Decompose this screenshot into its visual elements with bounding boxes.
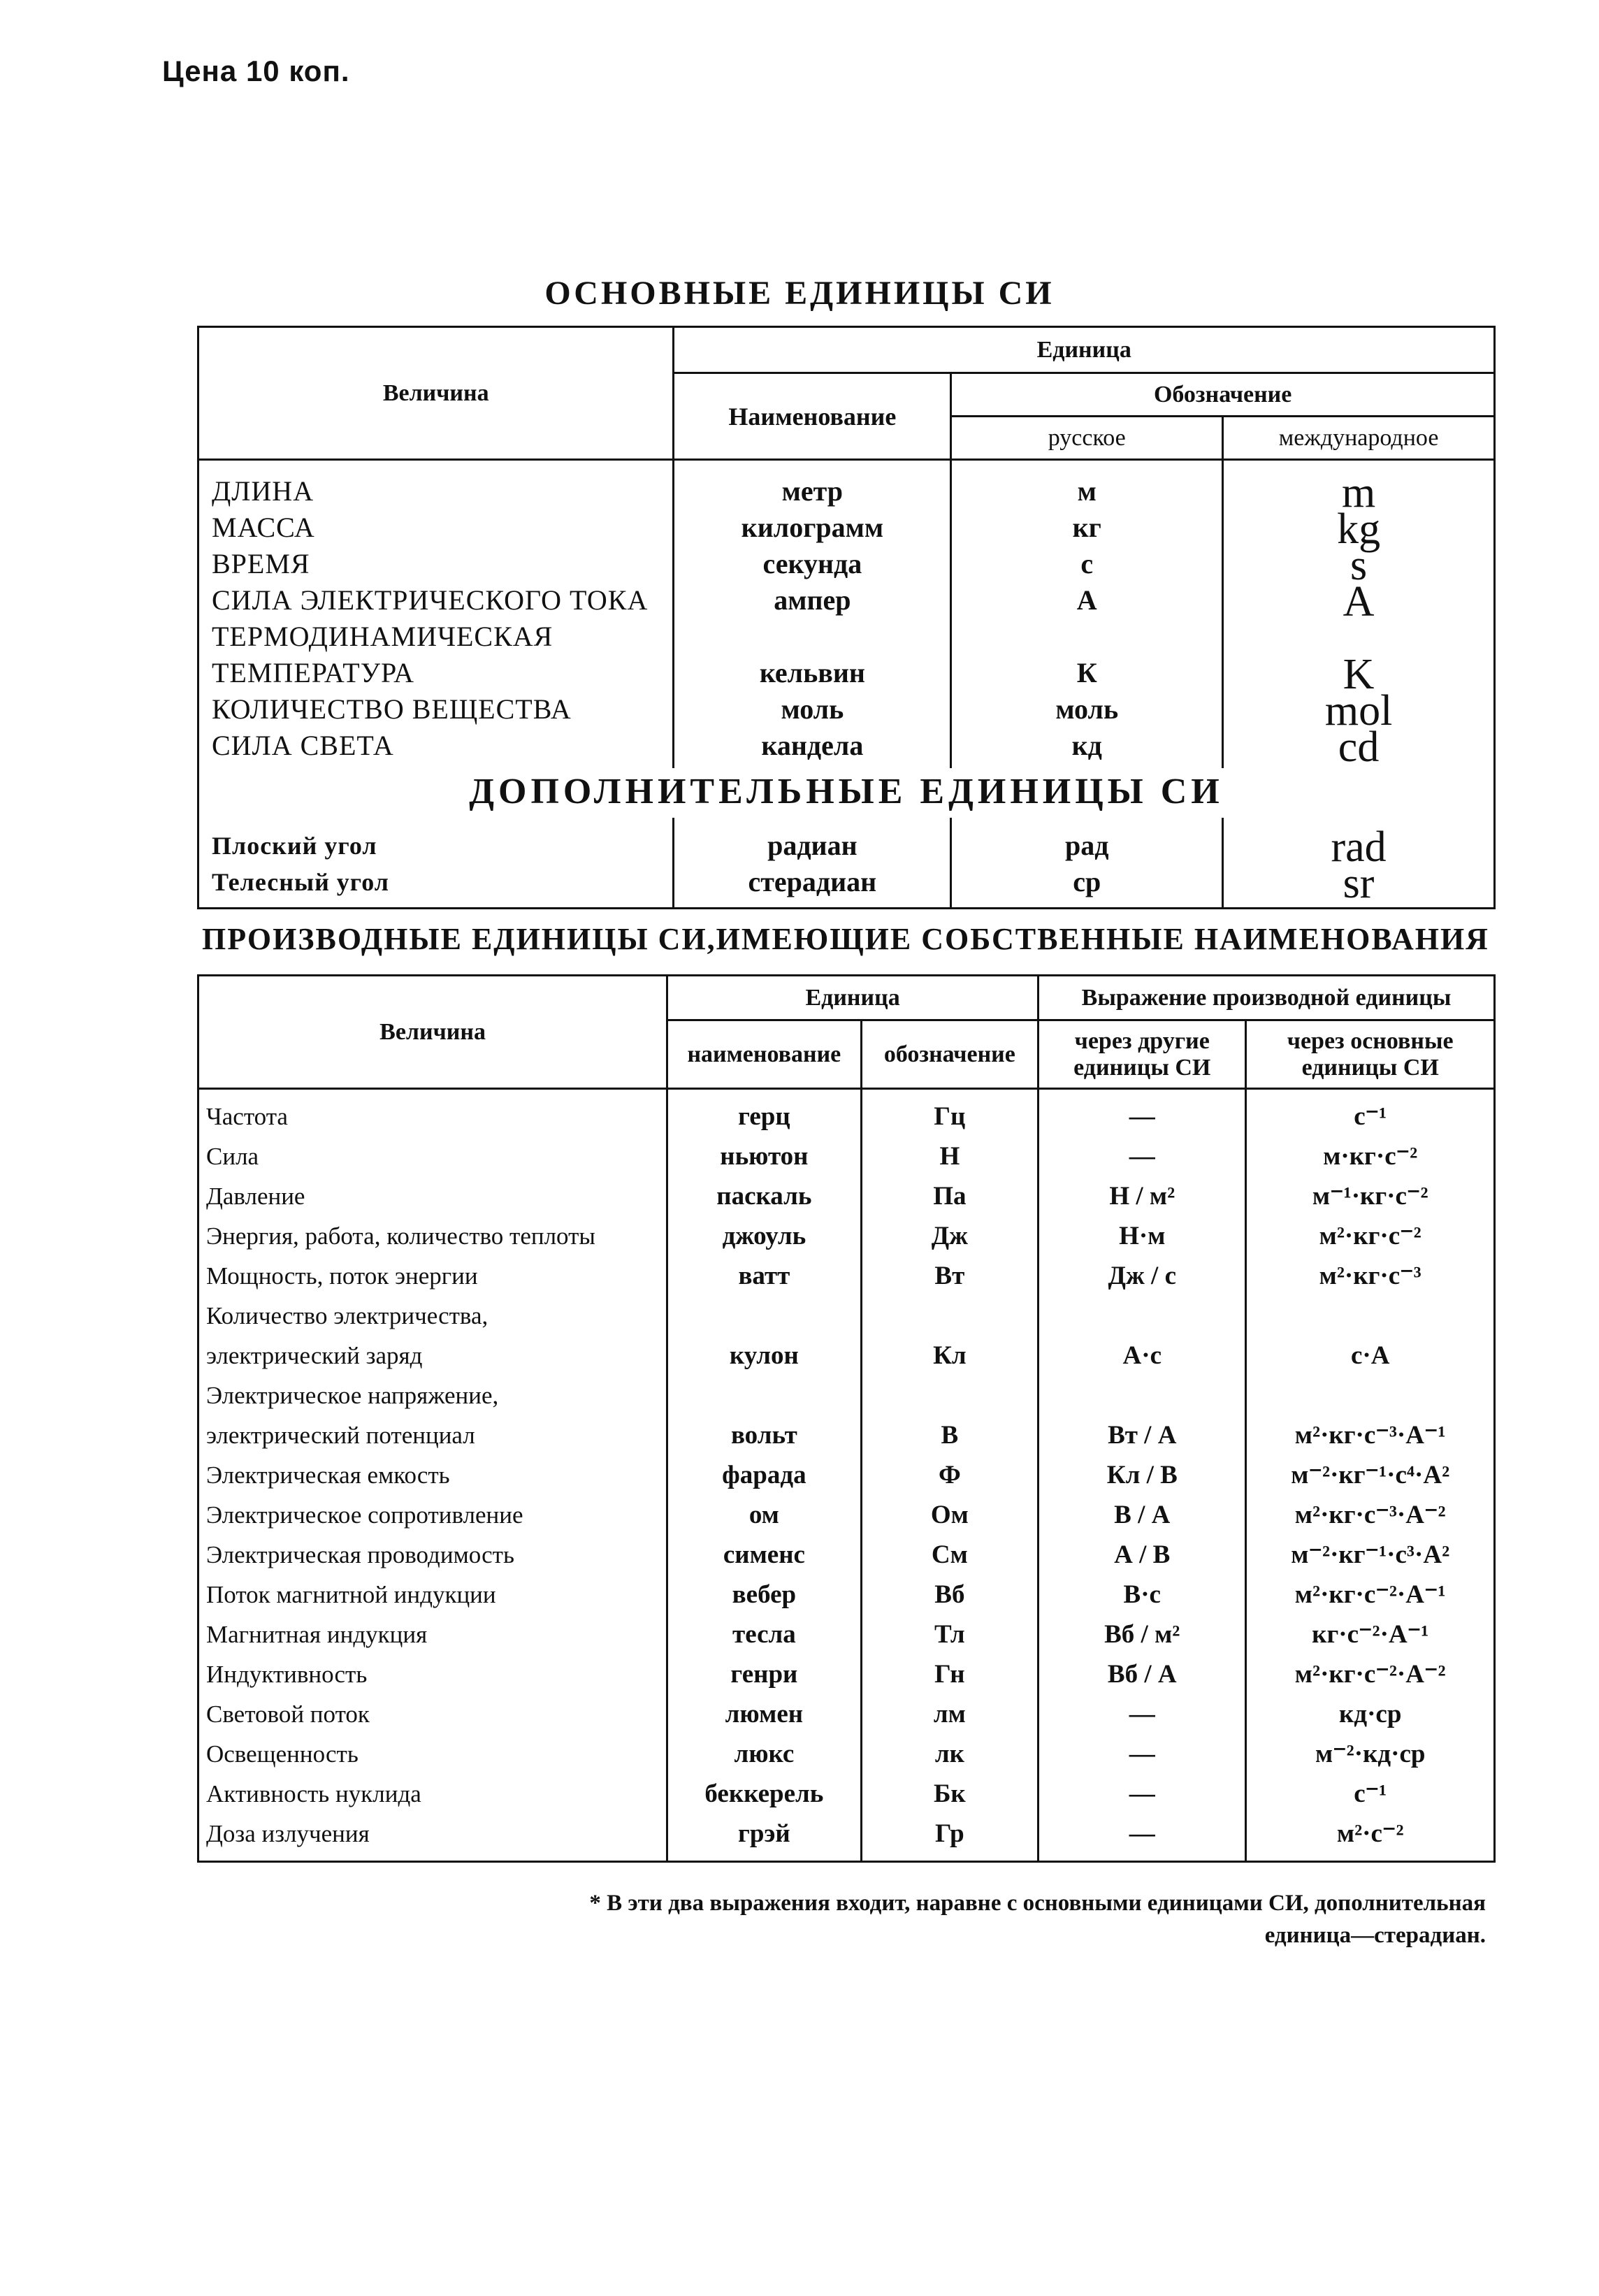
via-other-cell <box>1039 1296 1246 1336</box>
footnote-line: единица—стерадиан. <box>1264 1923 1486 1948</box>
unit-name-cell: грэй <box>667 1814 862 1862</box>
table-row <box>198 1495 1495 1535</box>
quantity-cell: Электрическое сопротивление <box>198 1495 667 1535</box>
unit-name-cell: паскаль <box>667 1176 862 1216</box>
unit-name-cell: ньютон <box>667 1136 862 1176</box>
russian-symbol-cell: кд <box>1071 730 1102 761</box>
international-symbol-cell: m <box>1341 469 1376 517</box>
base-units-table <box>197 326 1496 909</box>
designation-cell: Ом <box>861 1495 1038 1535</box>
via-other-cell: А·с <box>1039 1336 1246 1376</box>
via-other-cell: Дж / с <box>1039 1256 1246 1296</box>
col-quantity-header: Величина <box>198 976 667 1089</box>
footnote-line: * В эти два выражения входит, наравне с основными единицами СИ, дополнительная <box>589 1891 1486 1916</box>
unit-name-cell: кандела <box>761 730 864 761</box>
via-base-cell: м²·кг·с⁻³ <box>1246 1256 1495 1296</box>
quantity-cell: электрический потенциал <box>198 1415 667 1455</box>
international-symbol-cell: s <box>1350 542 1368 589</box>
table-row <box>198 1455 1495 1495</box>
unit-name-cell: ампер <box>774 584 851 616</box>
supplementary-units-rows <box>198 818 1495 909</box>
col-international-header: международное <box>1223 417 1495 460</box>
derived-units-title: ПРОИЗВОДНЫЕ ЕДИНИЦЫ СИ,ИМЕЮЩИЕ СОБСТВЕННЫЕ НАИМЕНОВАНИЯ <box>202 922 1489 956</box>
quantity-cell: ТЕМПЕРАТУРА <box>212 657 415 688</box>
via-base-cell: м⁻²·кг⁻¹·с³·А² <box>1246 1535 1495 1575</box>
via-base-cell: м²·кг·с⁻²·А⁻² <box>1246 1654 1495 1694</box>
unit-name-cell: стерадиан <box>748 866 877 897</box>
col-quantity-header: Величина <box>198 327 674 460</box>
quantity-cell: Давление <box>198 1176 667 1216</box>
supplementary-units-title: ДОПОЛНИТЕЛЬНЫЕ ЕДИНИЦЫ СИ <box>198 768 1495 818</box>
table-row <box>198 1535 1495 1575</box>
via-other-cell: А / В <box>1039 1535 1246 1575</box>
table-row <box>198 1654 1495 1694</box>
via-base-cell: кд·ср <box>1246 1694 1495 1734</box>
international-symbol-cell: kg <box>1337 505 1381 553</box>
table-row <box>198 1136 1495 1176</box>
unit-name-cell: фарада <box>667 1455 862 1495</box>
col-russian-header: русское <box>951 417 1223 460</box>
table-row <box>198 1216 1495 1256</box>
via-other-cell: Вб / А <box>1039 1654 1246 1694</box>
unit-name-cell: кулон <box>667 1336 862 1376</box>
unit-name-cell: люмен <box>667 1694 862 1734</box>
via-base-cell: м²·кг·с⁻³·А⁻¹ <box>1246 1415 1495 1455</box>
col-via-base-header: через основные единицы СИ <box>1246 1020 1495 1089</box>
unit-name-cell: генри <box>667 1654 862 1694</box>
table-row <box>198 1814 1495 1862</box>
quantity-cell: Поток магнитной индукции <box>198 1575 667 1615</box>
via-other-cell: — <box>1039 1694 1246 1734</box>
unit-name-cell <box>667 1376 862 1415</box>
via-other-cell: Н·м <box>1039 1216 1246 1256</box>
via-base-cell: м²·с⁻² <box>1246 1814 1495 1862</box>
unit-name-cell: ом <box>667 1495 862 1535</box>
quantity-cell: ДЛИНА <box>212 475 314 507</box>
russian-symbol-cell: с <box>1080 548 1094 579</box>
table-row <box>198 1415 1495 1455</box>
quantity-cell: Индуктивность <box>198 1654 667 1694</box>
base-units-title: ОСНОВНЫЕ ЕДИНИЦЫ СИ <box>544 275 1055 312</box>
via-other-cell: В·с <box>1039 1575 1246 1615</box>
unit-name-cell: джоуль <box>667 1216 862 1256</box>
designation-cell: Вт <box>861 1256 1038 1296</box>
unit-name-cell: сименс <box>667 1535 862 1575</box>
designation-cell: Кл <box>861 1336 1038 1376</box>
quantity-cell: МАССА <box>212 512 315 543</box>
via-base-cell <box>1246 1376 1495 1415</box>
unit-name-cell: люкс <box>667 1734 862 1774</box>
quantity-cell: ВРЕМЯ <box>212 548 310 579</box>
unit-name-cell: вольт <box>667 1415 862 1455</box>
col-name-header: Наименование <box>674 373 951 460</box>
via-other-cell: Вб / м² <box>1039 1615 1246 1654</box>
via-base-cell: м⁻²·кг⁻¹·с⁴·А² <box>1246 1455 1495 1495</box>
quantity-cell: ТЕРМОДИНАМИЧЕСКАЯ <box>212 621 554 652</box>
unit-name-cell: тесла <box>667 1615 862 1654</box>
via-other-cell: — <box>1039 1774 1246 1814</box>
designation-cell: Дж <box>861 1216 1038 1256</box>
via-other-cell: — <box>1039 1089 1246 1137</box>
quantity-cell: Электрическое напряжение, <box>198 1376 667 1415</box>
via-base-cell: м²·кг·с⁻²·А⁻¹ <box>1246 1575 1495 1615</box>
designation-cell: Па <box>861 1176 1038 1216</box>
quantity-cell: Активность нуклида <box>198 1774 667 1814</box>
russian-symbol-cell: К <box>1076 657 1097 688</box>
table-row <box>198 1296 1495 1336</box>
quantity-cell: Электрическая проводимость <box>198 1535 667 1575</box>
table-row <box>198 1336 1495 1376</box>
via-other-cell: Н / м² <box>1039 1176 1246 1216</box>
via-base-cell: м⁻¹·кг·с⁻² <box>1246 1176 1495 1216</box>
col-designation-header: обозначение <box>861 1020 1038 1089</box>
russian-symbol-cell: ср <box>1073 866 1101 897</box>
via-other-cell: Вт / А <box>1039 1415 1246 1455</box>
international-symbol-cell: rad <box>1331 823 1387 871</box>
via-other-cell: — <box>1039 1814 1246 1862</box>
footnote <box>589 1887 1486 1951</box>
designation-cell <box>861 1296 1038 1336</box>
designation-cell <box>861 1376 1038 1415</box>
designation-cell: Гр <box>861 1814 1038 1862</box>
quantity-cell: Плоский угол <box>212 832 377 860</box>
via-base-cell: с⁻¹ <box>1246 1089 1495 1137</box>
quantity-cell: Световой поток <box>198 1694 667 1734</box>
quantity-cell: Сила <box>198 1136 667 1176</box>
table-row <box>198 1256 1495 1296</box>
via-base-cell: с·А <box>1246 1336 1495 1376</box>
table-row <box>198 1376 1495 1415</box>
designation-cell: Бк <box>861 1774 1038 1814</box>
designation-cell: Тл <box>861 1615 1038 1654</box>
designation-cell: В <box>861 1415 1038 1455</box>
table-row <box>198 1089 1495 1137</box>
col-unit-header: Единица <box>674 327 1495 373</box>
international-symbol-cell: A <box>1343 578 1375 626</box>
unit-name-cell <box>667 1296 862 1336</box>
unit-name-cell: ватт <box>667 1256 862 1296</box>
table-row <box>198 1694 1495 1734</box>
via-base-cell: м⁻²·кд·ср <box>1246 1734 1495 1774</box>
designation-cell: См <box>861 1535 1038 1575</box>
designation-cell: Гц <box>861 1089 1038 1137</box>
quantity-cell: Количество электричества, <box>198 1296 667 1336</box>
russian-symbol-cell: м <box>1077 475 1097 507</box>
via-other-cell: Кл / В <box>1039 1455 1246 1495</box>
via-other-cell: — <box>1039 1136 1246 1176</box>
via-other-cell: — <box>1039 1734 1246 1774</box>
quantity-cell: Энергия, работа, количество теплоты <box>198 1216 667 1256</box>
quantity-cell: Освещенность <box>198 1734 667 1774</box>
unit-name-cell: беккерель <box>667 1774 862 1814</box>
derived-units-table <box>197 974 1496 1863</box>
international-symbol-cell: mol <box>1324 687 1393 735</box>
unit-name-cell: вебер <box>667 1575 862 1615</box>
unit-name-cell: метр <box>781 475 844 507</box>
russian-symbol-cell: рад <box>1064 830 1109 861</box>
table-row <box>198 1176 1495 1216</box>
unit-name-cell: килограмм <box>741 512 884 543</box>
designation-cell: лк <box>861 1734 1038 1774</box>
table-row <box>198 1774 1495 1814</box>
via-base-cell: м²·кг·с⁻³·А⁻² <box>1246 1495 1495 1535</box>
via-base-cell: с⁻¹ <box>1246 1774 1495 1814</box>
quantity-cell: Телесный угол <box>212 868 389 896</box>
quantity-cell: КОЛИЧЕСТВО ВЕЩЕСТВА <box>212 693 572 725</box>
designation-cell: лм <box>861 1694 1038 1734</box>
price-label: Цена 10 коп. <box>162 55 350 87</box>
via-base-cell <box>1246 1296 1495 1336</box>
unit-name-cell <box>687 619 937 655</box>
via-base-cell: м·кг·с⁻² <box>1246 1136 1495 1176</box>
russian-symbol-cell: А <box>1076 584 1097 616</box>
via-other-cell: В / А <box>1039 1495 1246 1535</box>
quantity-cell: Частота <box>198 1089 667 1137</box>
international-symbol-cell: K <box>1343 651 1375 698</box>
designation-cell: Гн <box>861 1654 1038 1694</box>
international-symbol-cell: sr <box>1343 860 1375 907</box>
unit-name-cell: моль <box>781 693 844 725</box>
col-unit-header: Единица <box>667 976 1039 1020</box>
designation-cell: Н <box>861 1136 1038 1176</box>
via-base-cell: кг·с⁻²·А⁻¹ <box>1246 1615 1495 1654</box>
unit-name-cell: секунда <box>762 548 862 579</box>
unit-name-cell: кельвин <box>759 657 865 688</box>
via-base-cell: м²·кг·с⁻² <box>1246 1216 1495 1256</box>
unit-name-cell: герц <box>667 1089 862 1137</box>
quantity-cell: Мощность, поток энергии <box>198 1256 667 1296</box>
col-via-other-header: через другие единицы СИ <box>1039 1020 1246 1089</box>
col-name-header: наименование <box>667 1020 862 1089</box>
col-expression-header: Выражение производной единицы <box>1039 976 1495 1020</box>
via-other-cell <box>1039 1376 1246 1415</box>
quantity-cell: Доза излучения <box>198 1814 667 1862</box>
quantity-cell: электрический заряд <box>198 1336 667 1376</box>
table-row <box>198 1575 1495 1615</box>
col-designation-header: Обозначение <box>951 373 1495 417</box>
quantity-cell: Электрическая емкость <box>198 1455 667 1495</box>
table-row <box>198 1734 1495 1774</box>
base-units-rows <box>198 460 1495 769</box>
quantity-cell: СИЛА СВЕТА <box>212 730 394 761</box>
designation-cell: Ф <box>861 1455 1038 1495</box>
unit-name-cell: радиан <box>767 830 858 861</box>
quantity-cell: СИЛА ЭЛЕКТРИЧЕСКОГО ТОКА <box>212 584 649 616</box>
russian-symbol-cell: моль <box>1055 693 1119 725</box>
international-symbol-cell: cd <box>1338 723 1380 771</box>
table-row <box>198 1615 1495 1654</box>
russian-symbol-cell: кг <box>1072 512 1101 543</box>
russian-symbol-cell <box>964 619 1209 655</box>
designation-cell: Вб <box>861 1575 1038 1615</box>
quantity-cell: Магнитная индукция <box>198 1615 667 1654</box>
